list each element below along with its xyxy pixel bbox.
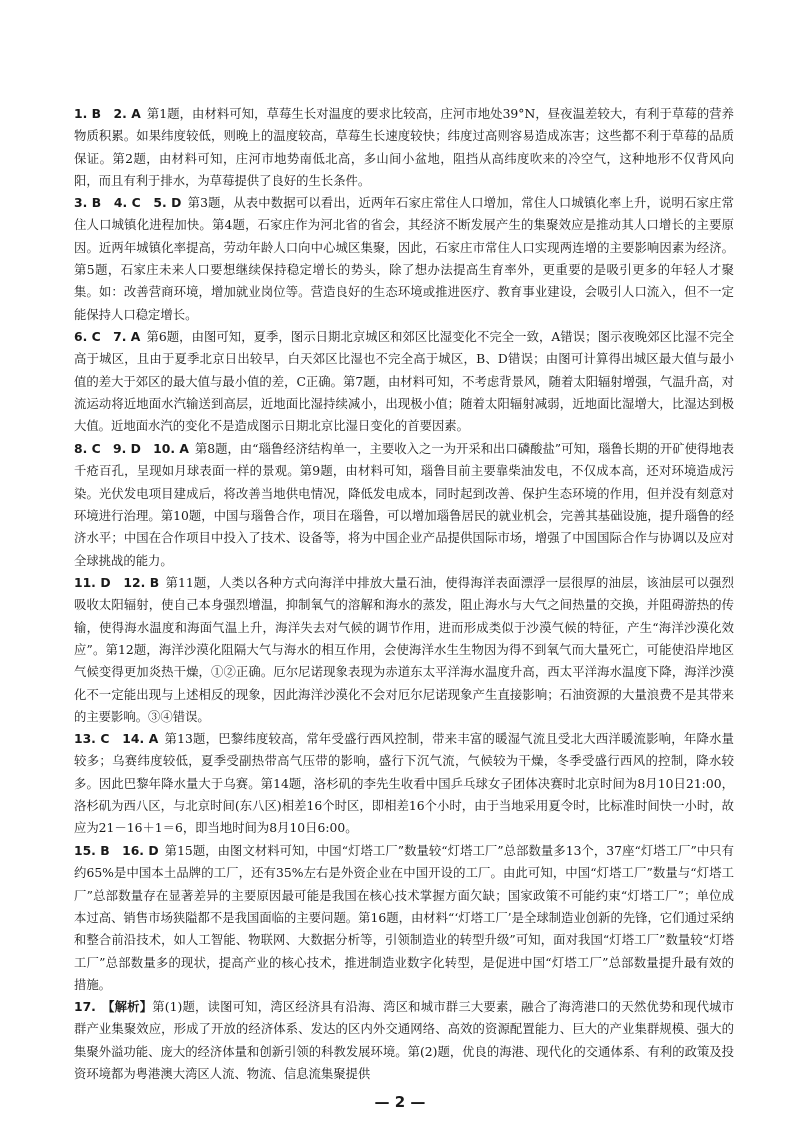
- answer-entry-13-14: [74, 728, 734, 840]
- answer-entry-3-5: [74, 192, 734, 326]
- answer-entry-15-16: [74, 840, 734, 996]
- answer-explanation: 第11题，人类以各种方式向海洋中排放大量石油，使得海洋表面漂浮一层很厚的油层，该油层可以强烈吸收太阳辐射，使自己本身强烈增温，抑制氧气的溶解和海水的蒸发，阻止海水与大气之间热量的交换，并阻碍游热的传输，使得海水温度和海面气温上升，海洋失去对气候的调节作用，进而形成类似于沙漠气候的特征，产生“海洋沙漠化效应”。第12题，海洋沙漠化阻隔大气与海水的相互作用，会使海洋水生生物因为得不到氧气而大量死亡，可能使沿岸地区气候变得更加炎热干燥，①②正确。厄尔尼诺现象表现为赤道东太平洋海水温度升高，西太平洋海水温度下降，海洋沙漠化不一定能出现与上述相反的现象，因此海洋沙漠化不会对厄尔尼诺现象产生直接影响；石油资源的大量浪费不是其带来的主要影响。③④错误。: [74, 576, 735, 724]
- question-numbers: 1. B 2. A: [74, 107, 141, 121]
- answer-explanation: 第3题，从表中数据可以看出，近两年石家庄常住人口增加，常住人口城镇化率上升，说明石家庄常住人口城镇化进程加快。第4题，石家庄作为河北省的省会，其经济不断发展产生的集聚效应是推动其人口增长的主要原因。近两年城镇化率提高，劳动年龄人口向中心城区集聚，因此，石家庄市常住人口实现两连增的主要影响因素为经济。第5题，石家庄未来人口要想继续保持稳定增长的势头，除了想办法提高生育率外，更重要的是吸引更多的年轻人才聚集。如：改善营商环境，增加就业岗位等。营造良好的生态环境或推进医疗、教育事业建设，会吸引人口流入，但不一定能保持人口稳定增长。: [74, 196, 734, 322]
- answer-explanation: 第13题，巴黎纬度较高，常年受盛行西风控制，带来丰富的暖湿气流且受北大西洋暖流影响，年降水量较多；乌赛纬度较低，夏季受副热带高气压带的影响，盛行下沉气流，气候较为干燥，冬季受盛行西风的控制，降水较多。因此巴黎年降水量大于乌赛。第14题，洛杉矶的李先生收看中国乒乓球女子团体决赛时北京时间为8月10日21:00，洛杉矶为西八区，与北京时间(东八区)相差16个时区，即相差16个小时，由于当地采用夏令时，比标准时间快一小时，故应为21－16＋1＝6，即当地时间为8月10日6:00。: [74, 732, 734, 836]
- answer-entry-8-10: [74, 438, 734, 572]
- answer-explanation: 第1题，由材料可知，草莓生长对温度的要求比较高，庄河市地处39°N，昼夜温差较大，有利于草莓的营养物质积累。如果纬度较低，则晚上的温度较高，草莓生长速度较快；纬度过高则容易造成冻害；这些都不利于草莓的品质保证。第2题，由材料可知，庄河市地势南低北高，多山间小盆地，阻挡从高纬度吹来的冷空气，这种地形不仅背风向阳，而且有利于排水，为草莓提供了良好的生长条件。: [74, 107, 734, 188]
- analysis-tag: 【解析】: [101, 1000, 153, 1014]
- question-numbers: 6. C 7. A: [74, 330, 141, 344]
- answer-entry-1-2: [74, 103, 734, 192]
- answer-explanation: 第8题，由“瑙鲁经济结构单一，主要收入之一为开采和出口磷酸盐”可知，瑙鲁长期的开矿使得地表千疮百孔，呈现如月球表面一样的景观。第9题，由材料可知，瑙鲁目前主要靠柴油发电，不仅成本高，还对环境造成污染。光伏发电项目建成后，将改善当地供电情况，降低发电成本，同时起到改善、保护生态环境的作用，但并没有刻意对环境进行治理。第10题，中国与瑙鲁合作，项目在瑙鲁，可以增加瑙鲁居民的就业机会，完善其基础设施，提升瑙鲁的经济水平；中国在合作项目中投入了技术、设备等，将为中国企业产品提供国际市场，增强了中国国际合作与协调以及应对全球挑战的能力。: [74, 442, 734, 568]
- answer-entry-11-12: [74, 572, 734, 728]
- question-numbers: 3. B 4. C 5. D: [74, 196, 182, 210]
- answer-entry-17: [74, 996, 734, 1085]
- question-numbers: 8. C 9. D 10. A: [74, 442, 189, 456]
- answer-entry-6-7: [74, 326, 734, 438]
- question-numbers: 11. D 12. B: [74, 576, 160, 590]
- question-numbers: 15. B 16. D: [74, 844, 159, 858]
- answer-explanation: 第(1)题，读图可知，湾区经济具有沿海、湾区和城市群三大要素，融合了海湾港口的天然优势和现代城市群产业集聚效应，形成了开放的经济体系、发达的区内外交通网络、高效的资源配置能力、巨大的产业集群规模、强大的集聚外溢功能、庞大的经济体量和创新引领的科教发展环境。第(2)题，优良的海港、现代化的交通体系、有利的政策及投资环境都为粤港澳大湾区人流、物流、信息流集聚提供: [74, 1000, 735, 1081]
- answer-explanation: 第15题，由图文材料可知，中国“灯塔工厂”数量较“灯塔工厂”总部数量多13个，37座“灯塔工厂”中只有约65%是中国本土品牌的工厂，还有35%左右是外资企业在中国开设的工厂。由此可知，中国“灯塔工厂”数量与“灯塔工厂”总部数量存在显著差异的主要原因最可能是我国在核心技术掌握方面欠缺；国家政策不可能约束“灯塔工厂”；单位成本过高、销售市场狭隘都不是我国面临的主要问题。第16题，由材料“‘灯塔工厂’是全球制造业创新的先锋，它们通过采纳和整合前沿技术，如人工智能、物联网、大数据分析等，引领制造业的转型升级”可知，面对我国“灯塔工厂”数量较“灯塔工厂”总部数量多的现状，提高产业的核心技术，推进制造业数字化转型，是促进中国“灯塔工厂”总部数量提升最有效的措施。: [74, 844, 735, 992]
- page-number: — 2 —: [374, 1093, 426, 1111]
- question-numbers: 13. C 14. A: [74, 732, 159, 746]
- answer-explanation: 第6题，由图可知，夏季，图示日期北京城区和郊区比湿变化不完全一致，A错误；图示夜晚郊区比湿不完全高于城区，且由于夏季北京日出较早，白天郊区比湿也不完全高于城区，B、D错误；由图可计算得出城区最大值与最小值的差大于郊区的最大值与最小值的差，C正确。第7题，由材料可知，不考虑背景风，随着太阳辐射增强，气温升高，对流运动将近地面水汽输送到高层，近地面比湿持续减小，出现极小值；随着太阳辐射减弱，近地面比湿增大，比湿达到极大值。近地面水汽的变化不是造成图示日期北京比湿日变化的首要因素。: [74, 330, 735, 434]
- question-numbers: 17.: [74, 1000, 96, 1014]
